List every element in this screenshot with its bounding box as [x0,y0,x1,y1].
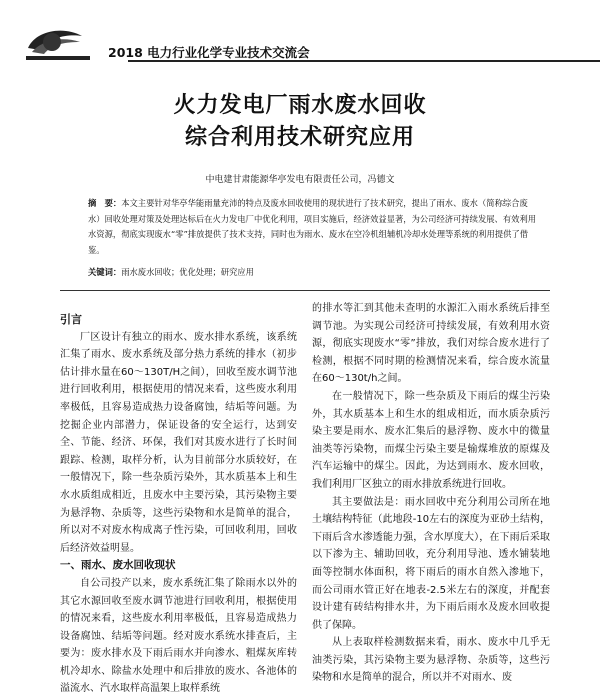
author-affiliation: 中电建甘肃能源华亭发电有限责任公司，冯德文 [205,175,395,185]
body-right-column [312,300,550,687]
keywords [88,266,540,278]
abstract-label: 摘 要： [88,198,122,208]
keywords-text: 雨水废水回收；优化处理；研究应用 [121,267,254,277]
right-paragraph-3: 其主要做法是：雨水回收中充分利用公司所在地土壤结构特征（此地段-10左右的深度为亚砂土结构，下雨后含水渗透能力强，含水厚度大），在下雨后采取以下渗为主、辅助回收，充分利用导池、透水铺装地面等控制水体面积，将下雨后的雨水自然入渗地下，而公司雨水管正好在地表-2.5米左右的深度，并配套设计建有砖结构排水井，为下雨后雨水及废水回收提供了保障。 [312,496,550,631]
section-divider [60,290,550,291]
section1-heading: 一、雨水、废水回收现状 [60,559,176,572]
right-paragraph-1: 的排水等汇到其他未查明的水源汇入雨水系统后排至调节池。为实现公司经济可持续发展，有效利用水资源，彻底实现废水“零”排放，我们对综合废水进行了检测，根据不同时期的检测情况来看，综合废水流量在60～130t/h之间。 [312,303,550,385]
body-left-column [60,311,297,698]
intro-heading: 引言 [60,313,82,326]
intro-paragraph: 厂区设计有独立的雨水、废水排水系统，该系统汇集了雨水、废水系统及部分热力系统的排水（初步估计排水量在60～130T/H之间），回收至废水调节池进行回收利用，根据使用的情况来看，这些废水利用率极低，且容易造成热力设备腐蚀，结垢等问题。为挖掘企业内部潜力，保证设备的安全运行，达到安全、节能、经济、环保，我们对其废水进行了长时间跟踪、检测，取样分析，认为目前部分水质较好，在一般情况下，除一些杂质污染外，其水质基本上和生水水质组成相近，且废水中主要污染，其污染物主要为悬浮物、杂质等，这些污染物和水是简单的混合，所以对不对废水构成离子性污染，可回收利用，回收后经济效益明显。 [60,331,297,554]
paper-title-line1: 火力发电厂雨水废水回收 [173,92,427,118]
keywords-label: 关键词： [88,267,122,277]
section1-paragraph: 自公司投产以来，废水系统汇集了除雨水以外的其它水源回收至废水调节池进行回收利用，根据使用的情况来看，这些废水利用率极低，且容易造成热力设备腐蚀、结垢等问题。经对废水系统水排查后，主要为：废水排水及下雨后雨水并向渗水、粗煤灰库转机冷却水、除盐水处理中和后排放的废水、各池体的溢流水、汽水取样高温架上取样系统 [60,577,297,695]
conference-title: 2018 电力行业化学专业技术交流会 [108,45,310,60]
abstract [88,196,540,258]
header-rule [128,60,600,62]
right-paragraph-4: 从上表取样检测数据来看，雨水、废水中几乎无油类污染，其污染物主要为悬浮物、杂质等，这些污染物和水是简单的混合，所以并不对雨水、废 [312,637,550,684]
right-paragraph-2: 在一般情况下，除一些杂质及下雨后的煤尘污染外，其水质基本上和生水的组成相近，而水质杂质污染主要是雨水、废水汇集后的悬浮物、废水中的微量油类等污染物，而煤尘污染主要是输煤堆放的原煤及汽车运输中的煤尘。因此，为达到雨水、废水回收，我们利用厂区独立的雨水排放系统进行回收。 [312,390,550,490]
page-header [22,22,582,64]
conference-logo [22,22,104,64]
abstract-text: 本文主要针对华亭华能雨量充沛的特点及废水回收使用的现状进行了技术研究，提出了雨水、废水（简称综合废水）回收处理对策及处理达标后在火力发电厂中优化利用，项目实施后，经济效益显著，为公司经济可持续发展、有效利用水资源，彻底实现废水“零”排放提供了技术支持，同时也为雨水、废水在空冷机组辅机冷却水处理等系统的利用提供了借鉴。 [88,198,537,255]
paper-title-line2: 综合利用技术研究应用 [184,124,415,150]
